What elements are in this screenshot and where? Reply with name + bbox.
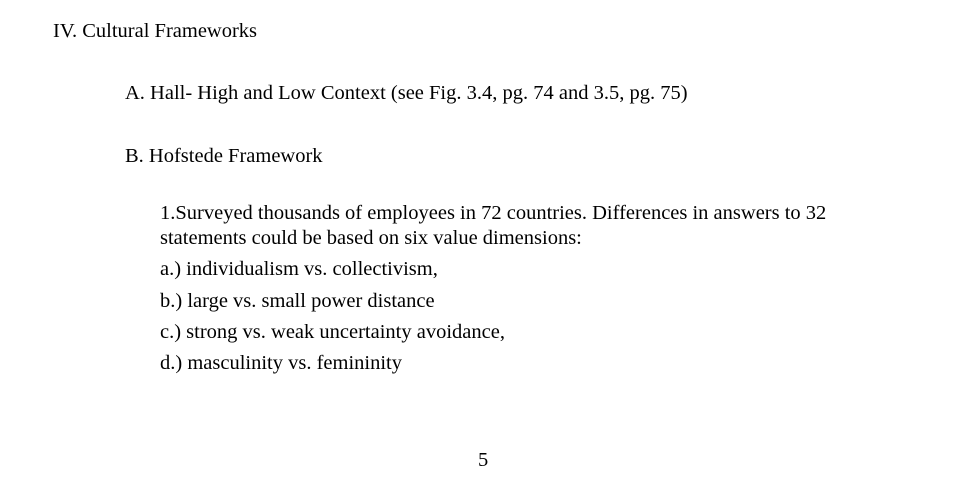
subsection-hall-context: A. Hall- High and Low Context (see Fig. 3.4, pg. 74 and 3.5, pg. 75) (125, 82, 688, 104)
subsection-hofstede-framework: B. Hofstede Framework (125, 145, 323, 167)
page-number: 5 (478, 449, 489, 471)
section-heading: IV. Cultural Frameworks (53, 20, 258, 42)
list-item-dimension-b: b.) large vs. small power distance (160, 290, 435, 312)
list-item-dimension-a: a.) individualism vs. collectivism, (160, 258, 438, 280)
point-1-survey-description: 1.Surveyed thousands of employees in 72 countries. Differences in answers to 32 statements could be based on six value dimensions: (160, 202, 827, 249)
list-item-dimension-d: d.) masculinity vs. femininity (160, 352, 402, 374)
list-item-dimension-c: c.) strong vs. weak uncertainty avoidance, (160, 321, 505, 343)
